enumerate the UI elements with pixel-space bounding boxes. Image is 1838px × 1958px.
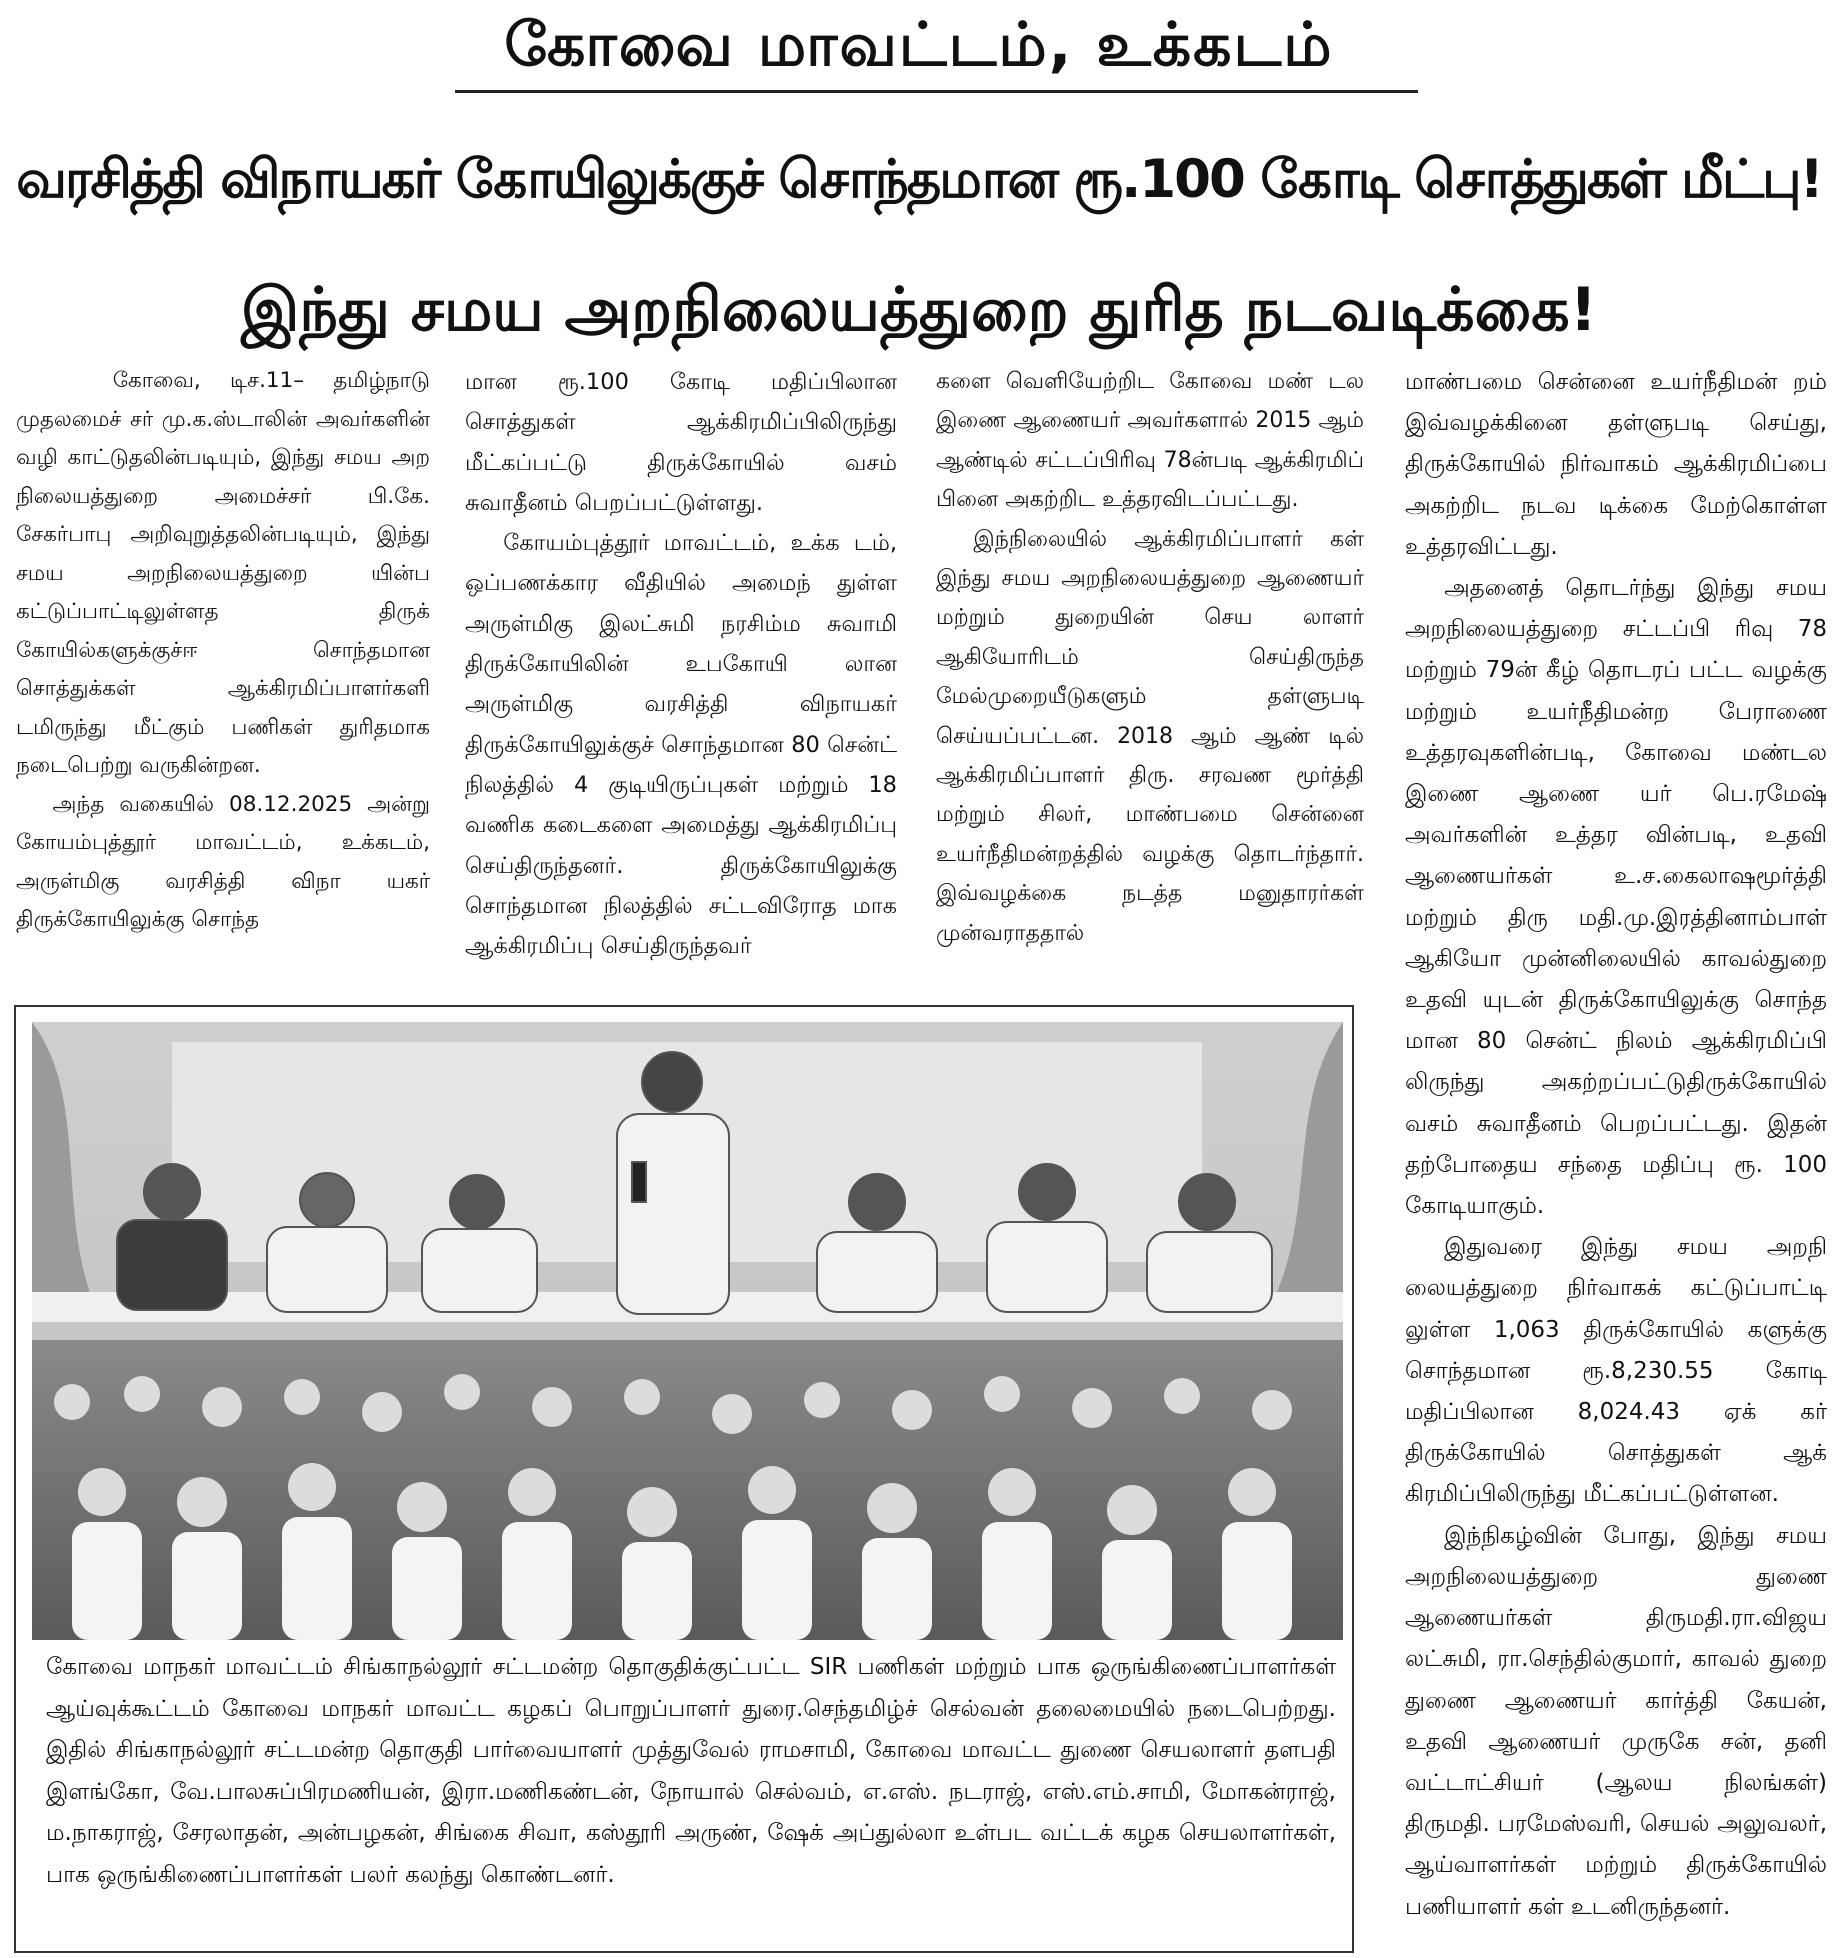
photo-box [14, 1005, 1354, 1953]
paragraph: இந்நிகழ்வின் போது, இந்து சமய அறநிலையத்துறை துணை ஆணையர்கள் திருமதி.ரா.விஜய லட்சுமி, ரா.செந்தில்குமார், காவல் துறை துணை ஆணையர் கார்த்தி கேயன், உதவி ஆணையர் முருகே சன், தனி வட்டாட்சியர் (ஆலய நிலங்கள்) திருமதி. பரமேஸ்வரி, செயல் அலுவலர், ஆய்வாளர்கள் மற்றும் திருக்கோயில் பணியாளர் கள் உடனிருந்தனர். [1405, 1522, 1827, 1920]
article-column-2 [465, 362, 897, 987]
paragraph: களை வெளியேற்றிட கோவை மண் டல இணை ஆணையர் அவர்களால் 2015 ஆம் ஆண்டில் சட்டப்பிரிவு 78ன்படி ஆக்கிரமிப் பினை அகற்றிட உத்தரவிடப்பட்டது. [936, 369, 1364, 513]
meeting-photo-illustration [32, 1022, 1343, 1640]
paragraph: மாண்பமை சென்னை உயர்நீதிமன் றம் இவ்வழக்கினை தள்ளுபடி செய்து, திருக்கோயில் நிர்வாகம் ஆக்கிரமிப்பை அகற்றிட நடவ டிக்கை மேற்கொள்ள உத்தரவிட்டது. [1405, 369, 1827, 560]
subheadline: இந்து சமய அறநிலையத்துறை துரித நடவடிக்கை! [241, 275, 1597, 345]
kicker-title: கோவை மாவட்டம், உக்கடம் [504, 10, 1334, 80]
headline: வரசித்தி விநாயகர் கோயிலுக்குச் சொந்தமான ரூ.100 கோடி சொத்துகள் மீட்பு! [16, 149, 1822, 210]
article-column-1 [16, 362, 430, 987]
meeting-photo [32, 1022, 1343, 1640]
caption-text: கோவை மாநகர் மாவட்டம் சிங்காநல்லூர் சட்டமன்ற தொகுதிக்குட்பட்ட SIR பணிகள் மற்றும் பாக ஒருங்கிணைப்பாளர்கள் ஆய்வுக்கூட்டம் கோவை மாநகர் மாவட்ட கழகப் பொறுப்பாளர் துரை.செந்தமிழ்ச் செல்வன் தலைமையில் நடைபெற்றது. இதில் சிங்காநல்லூர் சட்டமன்ற தொகுதி பார்வையாளர் முத்துவேல் ராமசாமி, கோவை மாவட்ட துணை செயலாளர் தளபதி இளங்கோ, வே.பாலசுப்பிரமணியன், இரா.மணிகண்டன், நோயால் செல்வம், எ.எஸ். நடராஜ், எஸ்.எம்.சாமி, மோகன்ராஜ், ம.நாகராஜ், சேரலாதன், அன்பழகன், சிங்கை சிவா, கஸ்தூரி அருண், ஷேக் அப்துல்லா உள்பட வட்டக் கழக செயலாளர்கள், பாக ஒருங்கிணைப்பாளர்கள் பலர் கலந்து கொண்டனர். [46, 1654, 1336, 1888]
photo-caption [46, 1647, 1336, 1947]
kicker-rule [455, 90, 1418, 93]
paragraph: இந்நிலையில் ஆக்கிரமிப்பாளர் கள் இந்து சமய அறநிலையத்துறை ஆணையர் மற்றும் துறையின் செய லாளர் ஆகியோரிடம் செய்திருந்த மேல்முறையீடுகளும் தள்ளுபடி செய்யப்பட்டன. 2018 ஆம் ஆண் டில் ஆக்கிரமிப்பாளர் திரு. சரவண மூர்த்தி மற்றும் சிலர், மாண்பமை சென்னை உயர்நீதிமன்றத்தில் வழக்கு தொடர்ந்தார். இவ்வழக்கை நடத்த மனுதாரர்கள் முன்வராததால் [936, 526, 1364, 946]
paragraph: கோவை, டிச.11– தமிழ்நாடு முதலமைச் சர் மு.க.ஸ்டாலின் அவர்களின் வழி காட்டுதலின்படியும், இந்து சமய அற நிலையத்துறை அமைச்சர் பி.கே. சேகர்பாபு அறிவுறுத்தலின்படியும், இந்து சமய அறநிலையத்துறை யின்ப கட்டுப்பாட்டிலுள்ளத திருக் கோயில்களுக்குச்ஈ சொந்தமான சொத்துக்கள் ஆக்கிரமிப்பாளர்களி டமிருந்து மீட்கும் பணிகள் துரிதமாக நடைபெற்று வருகின்றன. [16, 368, 430, 779]
article-column-4 [1405, 362, 1827, 1952]
paragraph: மான ரூ.100 கோடி மதிப்பிலான சொத்துகள் ஆக்கிரமிப்பிலிருந்து மீட்கப்பட்டு திருக்கோயில் வசம் சுவாதீனம் பெறப்பட்டுள்ளது. [465, 369, 897, 516]
article-column-3 [936, 362, 1364, 987]
paragraph: அந்த வகையில் 08.12.2025 அன்று கோயம்புத்தூர் மாவட்டம், உக்கடம், அருள்மிகு வரசித்தி விநா யகர் திருக்கோயிலுக்கு சொந்த [16, 791, 430, 933]
paragraph: கோயம்புத்தூர் மாவட்டம், உக்க டம், ஒப்பணக்கார வீதியில் அமைந் துள்ள அருள்மிகு இலட்சுமி நரசிம்ம சுவாமி திருக்கோயிலின் உபகோயி லான அருள்மிகு வரசித்தி விநாயகர் திருக்கோயிலுக்குச் சொந்தமான 80 சென்ட் நிலத்தில் 4 குடியிருப்புகள் மற்றும் 18 வணிக கடைகளை அமைத்து ஆக்கிரமிப்பு செய்திருந்தனர். திருக்கோயிலுக்கு சொந்தமான நிலத்தில் சட்டவிரோத மாக ஆக்கிரமிப்பு செய்திருந்தவர் [465, 530, 897, 960]
paragraph: இதுவரை இந்து சமய அறநி லையத்துறை நிர்வாகக் கட்டுப்பாட்டி லுள்ள 1,063 திருக்கோயில் களுக்கு சொந்தமான ரூ.8,230.55 கோடி மதிப்பிலான 8,024.43 ஏக் கர் திருக்கோயில் சொத்துகள் ஆக் கிரமிப்பிலிருந்து மீட்கப்பட்டுள்ளன. [1405, 1234, 1827, 1508]
paragraph: அதனைத் தொடர்ந்து இந்து சமய அறநிலையத்துறை சட்டப்பி ரிவு 78 மற்றும் 79ன் கீழ் தொடரப் பட்ட வழக்கு மற்றும் உயர்நீதிமன்ற பேராணை உத்தரவுகளின்படி, கோவை மண்டல இணை ஆணை யர் பெ.ரமேஷ் அவர்களின் உத்தர வின்படி, உதவி ஆணையர்கள் உ.ச.கைலாஷமூர்த்தி மற்றும் திரு மதி.மு.இரத்தினாம்பாள் ஆகியோ முன்னிலையில் காவல்துறை உதவி யுடன் திருக்கோயிலுக்கு சொந்த மான 80 சென்ட் நிலம் ஆக்கிரமிப்பி லிருந்து அகற்றப்பட்டுதிருக்கோயில் வசம் சுவாதீனம் பெறப்பட்டது. இதன் தற்போதைய சந்தை மதிப்பு ரூ. 100 கோடியாகும். [1405, 575, 1827, 1220]
